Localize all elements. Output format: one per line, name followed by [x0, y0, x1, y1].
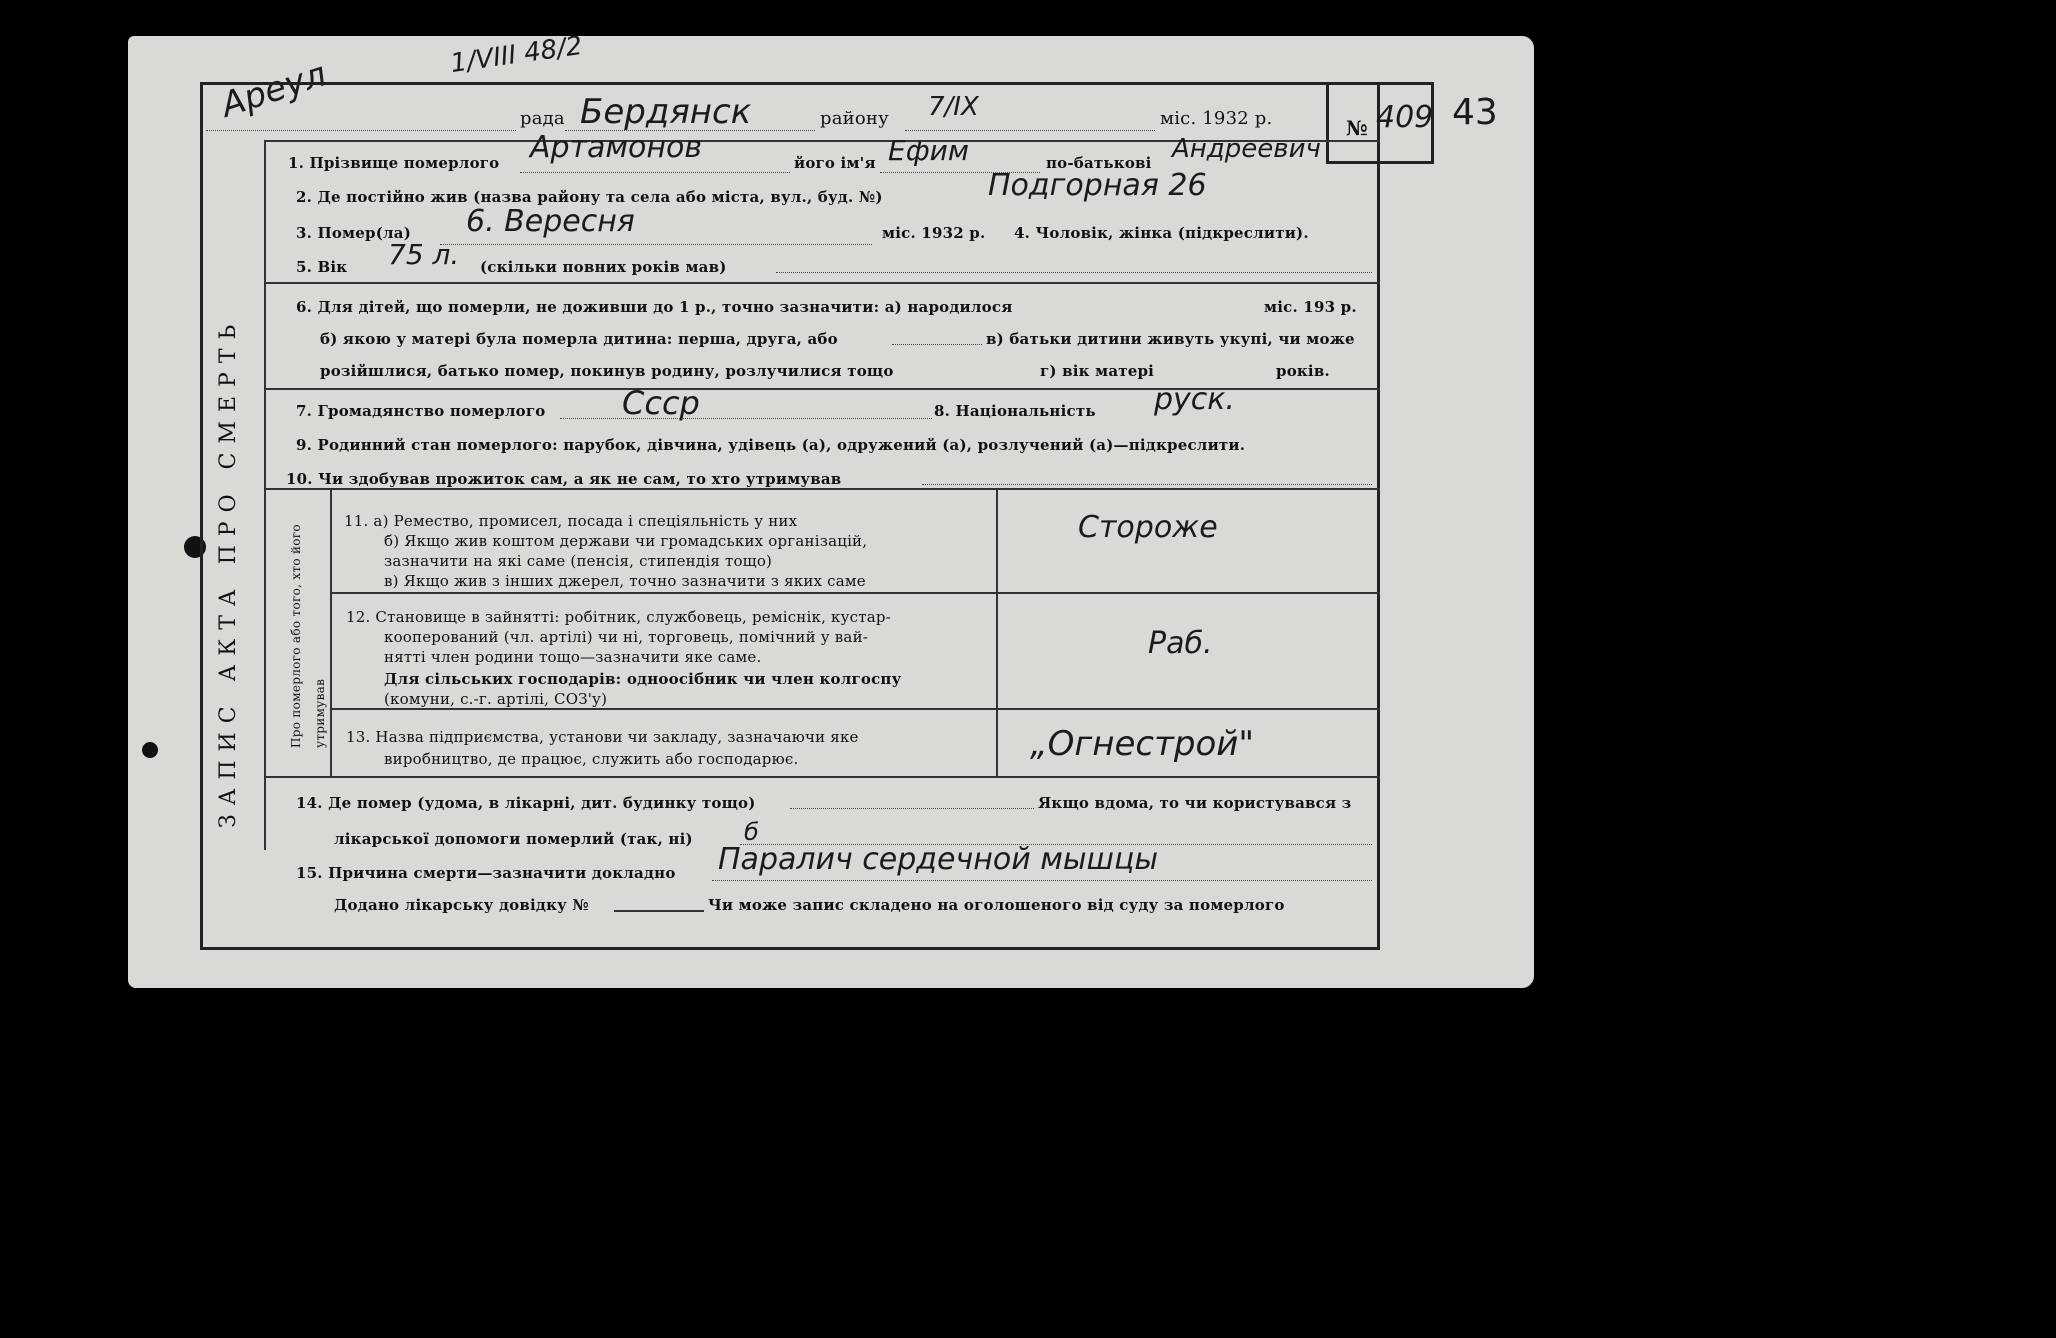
f7-line [560, 418, 932, 419]
divider-col [996, 488, 998, 776]
f1-patronymic: Андреевич [1172, 134, 1321, 164]
f3-mis: міс. 1932 р. [882, 224, 986, 242]
f6-line1: 6. Для дітей, що померли, не доживши до 1 р., точно зазначити: а) народилося [296, 298, 1013, 316]
f13-l2: виробництво, де працює, служить або господарює. [384, 750, 799, 768]
divider-row [330, 592, 1380, 594]
f7-citizenship: Ссср [622, 384, 700, 422]
f15-label: 15. Причина смерти—зазначити докладно [296, 864, 676, 882]
f7-label: 7. Громадянство померлого [296, 402, 546, 420]
f8-nationality: руск. [1154, 382, 1235, 417]
inner-left-border [264, 140, 266, 850]
f14-answer: б [744, 818, 759, 846]
f16-end: Чи може запис складено на оголошеного від суду за померлого [708, 896, 1285, 914]
f1-line [520, 172, 790, 173]
f3-date: 6. Вересня [466, 204, 635, 239]
f1-patr-label: по-батькові [1046, 154, 1152, 172]
f16-label: Додано лікарську довідку № [334, 896, 589, 914]
divider-row [264, 776, 1380, 778]
f12-l4: Для сільських господарів: одноосібник чи член колгоспу [384, 670, 902, 688]
side-title: ЗАПИС АКТА ПРО СМЕРТЬ [216, 315, 241, 828]
f12-l5: (комуни, с.-г. артілі, СОЗ'у) [384, 690, 608, 708]
f10-label: 10. Чи здобував прожиток сам, а як не сам, то хто утримував [286, 470, 842, 488]
f16-line [614, 910, 704, 912]
raion-underline [905, 130, 1155, 131]
rada-value: Бердянск [580, 92, 752, 132]
f2-label: 2. Де постійно жив (назва району та села або міста, вул., буд. №) [296, 188, 883, 206]
f11-a: 11. а) Ремество, промисел, посада і спеціяльність у них [344, 512, 798, 530]
f13-l1: 13. Назва підприємства, установи чи закладу, зазначаючи яке [346, 728, 859, 746]
f6-line3-end: років. [1276, 362, 1330, 380]
f12-l2: кооперований (чл. артілі) чи ні, торговець, помічний у вай- [384, 628, 869, 646]
punch-hole [142, 742, 158, 758]
rada-label: рада [520, 108, 565, 129]
f11-b2: зазначити на які саме (пенсія, стипендія тощо) [384, 552, 773, 570]
f5-hint: (скільки повних років мав) [480, 258, 727, 276]
f6-line3: розійшлися, батько помер, покинув родину, розлучилися тощо [320, 362, 894, 380]
f14-label: 14. Де помер (удома, в лікарні, дит. будинку тощо) [296, 794, 756, 812]
corner-number: 43 [1452, 92, 1498, 133]
f5-age: 75 л. [388, 238, 460, 271]
f1-name-label: його ім'я [794, 154, 876, 172]
f6-line1-end: міс. 193 р. [1264, 298, 1357, 316]
f6-line2-fill [892, 344, 982, 345]
f5-line [776, 272, 1372, 273]
f14-end: Якщо вдома, то чи користувався з [1038, 794, 1352, 812]
f6-line2: б) якою у матері була померла дитина: перша, друга, або [320, 330, 838, 348]
number-label: № [1346, 116, 1368, 140]
f15-line [712, 880, 1372, 881]
divider-row [264, 282, 1380, 284]
f11-occupation: Стороже [1078, 510, 1218, 545]
f10-line [922, 484, 1372, 485]
raion-value: 7/IX [928, 92, 979, 122]
side-title-small: Про померлого або того, хто його утримував [289, 524, 327, 748]
f12-l3: нятті член родини тощо—зазначити яке саме. [384, 648, 762, 666]
f13-enterprise: „Огнестрой" [1030, 724, 1255, 764]
top-scribble: 1/VIII 48/2 [448, 30, 585, 80]
f14-l2: лікарської допомоги померлий (так, ні) [334, 830, 693, 848]
f3-line [440, 244, 872, 245]
divider-row [264, 488, 1380, 490]
divider-col [330, 488, 332, 776]
divider-row [330, 708, 1380, 710]
f3-label: 3. Помер(ла) [296, 224, 412, 242]
f11-c: в) Якщо жив з інших джерел, точно зазначити з яких саме [384, 572, 866, 590]
mis-label: міс. 1932 р. [1160, 108, 1273, 129]
f15-cause: Паралич сердечной мышцы [718, 842, 1159, 877]
raion-label: району [820, 108, 889, 129]
f6-line3-mid: г) вік матері [1040, 362, 1155, 380]
header-left-line [206, 130, 516, 131]
f1-surname: Артамонов [530, 130, 703, 165]
f1-name: Ефим [888, 134, 969, 167]
f2-address: Подгорная 26 [988, 168, 1207, 203]
f1-label: 1. Прізвище померлого [288, 154, 500, 172]
f4-label: 4. Чоловік, жінка (підкреслити). [1014, 224, 1309, 242]
f5-label: 5. Вік [296, 258, 348, 276]
f6-line2-end: в) батьки дитини живуть укупі, чи може [986, 330, 1355, 348]
f11-b1: б) Якщо жив коштом держави чи громадських організацій, [384, 532, 868, 550]
number-value: 409 [1376, 100, 1434, 135]
f12-status: Раб. [1148, 626, 1213, 661]
f9-label: 9. Родинний стан померлого: парубок, дівчина, удівець (а), одружений (а), розлучений (а)—підкреслити. [296, 436, 1246, 454]
f14-line [790, 808, 1034, 809]
f8-label: 8. Національність [934, 402, 1096, 420]
f12-l1: 12. Становище в зайнятті: робітник, службовець, реміснік, кустар- [346, 608, 891, 626]
corner-note: Ареул [216, 54, 332, 126]
